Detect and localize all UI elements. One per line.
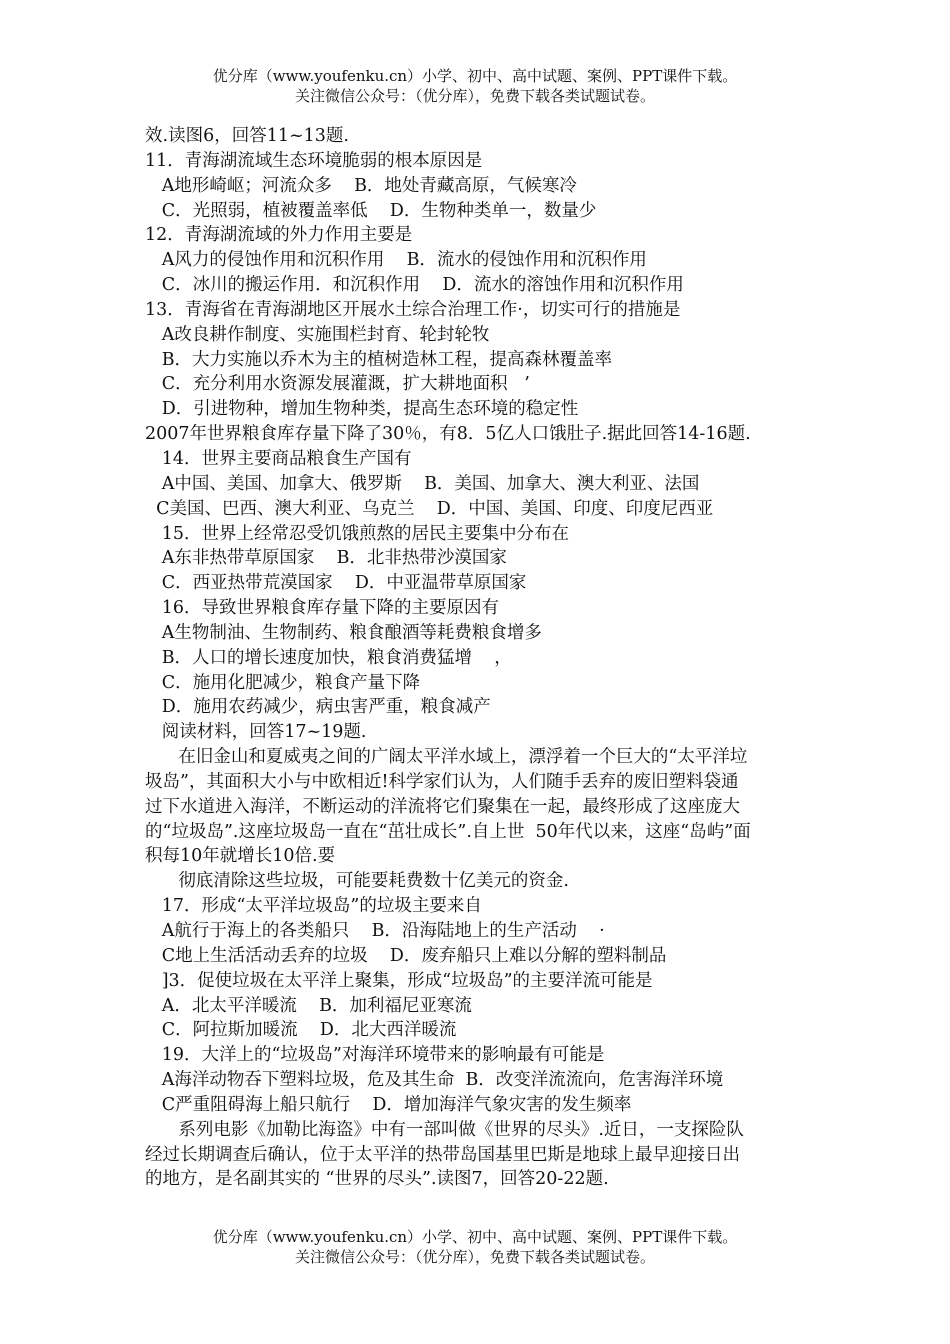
text-line: 2007年世界粮食库存量下降了30％，有8．5亿人口饿肚子.据此回答14-16题. <box>145 424 751 445</box>
text-line: A中国、美国、加拿大、俄罗斯 B．美国、加拿大、澳大利亚、法国 <box>145 473 700 494</box>
text-line: 的“垃圾岛”.这座垃圾岛一直在“茁壮成长”.自上世 50年代以来，这座“岛屿”面 <box>145 821 751 842</box>
text-line: 13．青海省在青海湖地区开展水土综合治理工作·，切实可行的措施是 <box>145 299 681 320</box>
text-line: B．人口的增长速度加快，粮食消费猛增 ， <box>145 647 512 668</box>
text-line: A航行于海上的各类船只 B．沿海陆地上的生产活动 · <box>145 921 605 941</box>
text-line: 积每10年就增长10倍.要 <box>145 846 336 867</box>
text-line: A东非热带草原国家 B．北非热带沙漠国家 <box>145 548 507 569</box>
text-line: A风力的侵蚀作用和沉积作用 B．流水的侵蚀作用和沉积作用 <box>145 250 647 271</box>
page-footer <box>0 1227 950 1267</box>
text-line: C美国、巴西、澳大利亚、乌克兰 D．中国、美国、印度、印度尼西亚 <box>145 498 714 519</box>
text-line: 彻底清除这些垃圾，可能要耗费数十亿美元的资金. <box>145 871 569 892</box>
text-line: 19．大洋上的“垃圾岛”对海洋环境带来的影响最有可能是 <box>145 1045 605 1066</box>
text-line: D．引进物种，增加生物种类，提高生态环境的稳定性 <box>145 399 579 420</box>
text-line: A地形崎岖；河流众多 B．地处青藏高原，气候寒冷 <box>145 175 577 196</box>
text-line: 17．形成“太平洋垃圾岛”的垃圾主要来自 <box>145 896 482 917</box>
text-line: 11．青海湖流域生态环境脆弱的根本原因是 <box>145 150 483 171</box>
text-line: 15．世界上经常忍受饥饿煎熬的居民主要集中分布在 <box>145 523 569 544</box>
page-header <box>0 66 950 106</box>
text-line: C严重阻碍海上船只航行 D．增加海洋气象灾害的发生频率 <box>145 1094 632 1115</box>
text-line: 圾岛”，其面积大小与中欧相近!科学家们认为，人们随手丢弃的废旧塑料袋通 <box>145 771 739 792</box>
text-line: C地上生活活动丢弃的垃圾 D．废弃船只上难以分解的塑料制品 <box>145 945 667 966</box>
text-line: C．阿拉斯加暖流 D．北大西洋暖流 <box>145 1020 457 1041</box>
text-line: C．西亚热带荒漠国家 D．中亚温带草原国家 <box>145 573 527 594</box>
header-line-2: 关注微信公众号：（优分库），免费下载各类试题试卷。 <box>294 87 655 105</box>
text-line: 12．青海湖流域的外力作用主要是 <box>145 225 413 246</box>
text-line: A改良耕作制度、实施围栏封育、轮封轮牧 <box>145 324 490 345</box>
text-line: C．充分利用水资源发展灌溉，扩大耕地面积 ’ <box>145 374 530 395</box>
text-line: 过下水道进入海洋，不断运动的洋流将它们聚集在一起，最终形成了这座庞大 <box>145 796 740 817</box>
text-line: C．施用化肥减少，粮食产量下降 <box>145 672 421 693</box>
text-line: 在旧金山和夏威夷之间的广阔太平洋水域上，漂浮着一个巨大的“太平洋垃 <box>145 747 748 768</box>
text-line: D．施用农药减少，病虫害严重，粮食减产 <box>145 697 491 718</box>
text-line: 系列电影《加勒比海盗》中有一部叫做《世界的尽头》.近日，一支探险队 <box>145 1119 744 1140</box>
text-line: A．北太平洋暖流 B．加利福尼亚寒流 <box>145 995 472 1016</box>
footer-line-1: 优分库（www.youfenku.cn）小学、初中、高中试题、案例、PPT课件下载。 <box>212 1228 738 1246</box>
document-body <box>145 124 815 1192</box>
footer-line-2: 关注微信公众号：（优分库），免费下载各类试题试卷。 <box>294 1248 655 1266</box>
text-line: A生物制油、生物制药、粮食酿酒等耗费粮食增多 <box>145 622 542 643</box>
text-line: 14．世界主要商品粮食生产国有 <box>145 448 412 469</box>
text-line: 效.读图6，回答11~13题. <box>145 126 349 146</box>
text-line: 的地方，是名副其实的 “世界的尽头”.读图7，回答20-22题. <box>145 1169 609 1190</box>
header-line-1: 优分库（www.youfenku.cn）小学、初中、高中试题、案例、PPT课件下载。 <box>212 67 738 85</box>
text-line: 16．导致世界粮食库存量下降的主要原因有 <box>145 598 499 619</box>
text-line: 阅读材料，回答17~19题. <box>145 722 367 743</box>
text-line: C．光照弱，植被覆盖率低 D．生物种类单一，数量少 <box>145 200 597 221</box>
text-line: C．冰川的搬运作用．和沉积作用 D．流水的溶蚀作用和沉积作用 <box>145 275 684 296</box>
text-line: 经过长期调查后确认，位于太平洋的热带岛国基里巴斯是地球上最早迎接日出 <box>145 1144 740 1165</box>
text-line: ]3．促使垃圾在太平洋上聚集，形成“垃圾岛”的主要洋流可能是 <box>145 970 653 991</box>
text-line: B．大力实施以乔木为主的植树造林工程，提高森林覆盖率 <box>145 349 613 370</box>
text-line: A海洋动物吞下塑料垃圾，危及其生命 B．改变洋流流向，危害海洋环境 <box>145 1070 724 1091</box>
